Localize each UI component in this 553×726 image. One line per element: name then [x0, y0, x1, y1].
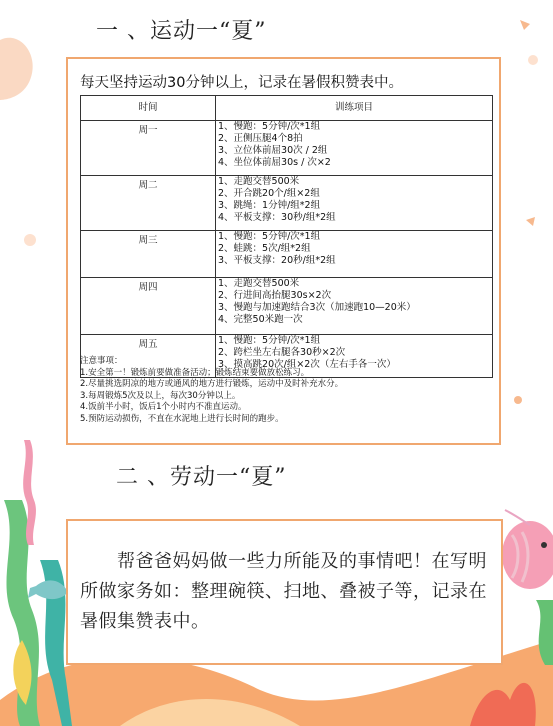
- note-item: 1.安全第一！锻炼前要做准备活动；锻炼结束要做放松练习。: [80, 367, 310, 378]
- day-cell: 周一: [81, 121, 216, 176]
- note-item: 5.预防运动损伤，不直在水泥地上进行长时间的跑步。: [80, 413, 284, 424]
- labor-card: [66, 519, 503, 665]
- day-cell: 周四: [81, 278, 216, 335]
- training-item: 1、走跑交替500米: [218, 176, 300, 187]
- exercise-intro: 每天坚持运动30分钟以上，记录在暑假积赞表中。: [80, 75, 403, 91]
- section-title-exercise: 一 、运动一“夏”: [96, 19, 267, 44]
- training-item: 3、立位体前屈30次 / 2组: [218, 145, 328, 156]
- training-item: 2、行进间高抬腿30s×2次: [218, 290, 332, 301]
- header-items: 训练项目: [216, 96, 493, 121]
- day-cell: 周五: [81, 335, 216, 378]
- confetti: [514, 396, 522, 404]
- items-cell: [216, 176, 493, 231]
- notes-heading: 注意事项：: [80, 356, 123, 366]
- confetti: [24, 234, 36, 246]
- training-item: 2、跨栏坐左右腿各30秒×2次: [218, 347, 346, 358]
- note-item: 3.每周锻炼5次及以上，每次30分钟以上。: [80, 390, 241, 401]
- training-item: 3、跳绳：1分钟/组*2组: [218, 200, 321, 211]
- day-cell: 周三: [81, 231, 216, 278]
- training-item: 1、走跑交替500米: [218, 278, 300, 289]
- notes: [80, 356, 490, 425]
- day-cell: 周二: [81, 176, 216, 231]
- exercise-card: [66, 57, 501, 445]
- training-item: 3、摸高跳20次/组×2次（左右手各一次）: [218, 359, 396, 370]
- training-item: 3、慢跑与加速跑结合3次（加速跑10—20米）: [218, 302, 416, 313]
- note-item: 2.尽量挑选阴凉的地方或通风的地方进行锻炼，运动中及时补充水分。: [80, 379, 344, 389]
- items-cell: [216, 231, 493, 278]
- pink-fish-decoration: [502, 510, 553, 589]
- confetti: [526, 217, 535, 226]
- items-cell: [216, 278, 493, 335]
- training-item: 1、慢跑：5分钟/次*1组: [218, 231, 321, 242]
- training-item: 4、坐位体前屈30s / 次×2: [218, 157, 331, 168]
- training-item: 2、蛙跳：5次/组*2组: [218, 243, 311, 254]
- training-item: 2、正侧压腿4个8拍: [218, 133, 303, 144]
- table-row: [81, 231, 493, 278]
- table-row: [81, 121, 493, 176]
- training-table: [80, 95, 493, 378]
- header-time: 时间: [81, 96, 216, 121]
- confetti: [528, 55, 538, 65]
- confetti: [520, 20, 530, 30]
- table-row: [81, 176, 493, 231]
- section-title-labor: 二 、劳动一“夏”: [116, 465, 287, 490]
- note-item: 4.饭前半小时，饭后1个小时内不准直运动。: [80, 402, 247, 412]
- table-row: [81, 278, 493, 335]
- training-item: 2、开合跳20个/组×2组: [218, 188, 320, 199]
- table-header-row: [81, 96, 493, 121]
- training-item: 1、慢跑：5分钟/次*1组: [218, 121, 321, 132]
- training-item: 4、平板支撑：30秒/组*2组: [218, 212, 336, 223]
- orange-blob-top-left: [0, 38, 33, 100]
- training-item: 1、慢跑：5分钟/次*1组: [218, 335, 321, 346]
- labor-paragraph: 帮爸爸妈妈做一些力所能及的事情吧！在写明所做家务如：整理碗筷、扫地、叠被子等，记录在暑假集赞表中。: [80, 551, 487, 632]
- training-item: 3、平板支撑：20秒/组*2组: [218, 255, 336, 266]
- training-item: 4、完整50米跑一次: [218, 314, 303, 325]
- items-cell: [216, 121, 493, 176]
